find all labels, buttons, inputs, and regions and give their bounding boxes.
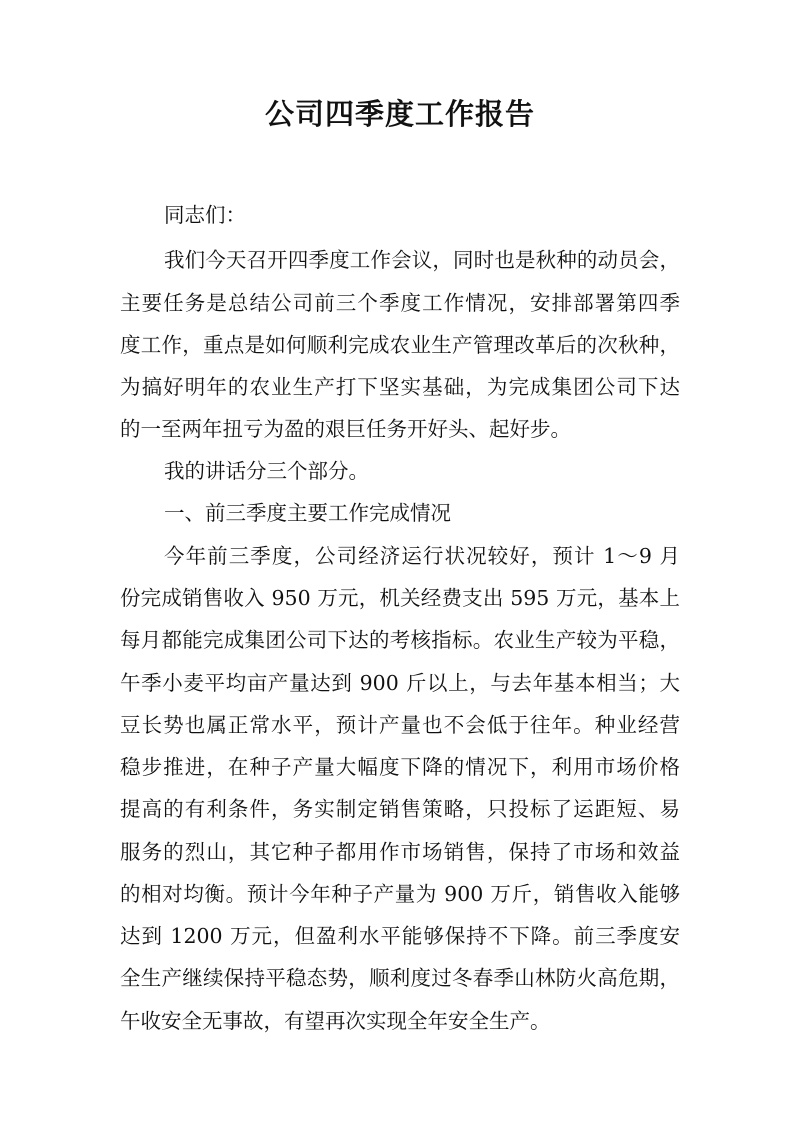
paragraph-line: 提高的有利条件，务实制定销售策略，只投标了运距短、易 [120,797,680,821]
paragraph-line: 服务的烈山，其它种子都用作市场销售，保持了市场和效益 [120,840,680,864]
document-title: 公司四季度工作报告 [264,97,535,131]
paragraph-line: 稳步推进，在种子产量大幅度下降的情况下，利用市场价格 [120,755,680,779]
paragraph-line: 午季小麦平均亩产量达到 900 斤以上，与去年基本相当；大 [120,671,680,695]
paragraph-line: 豆长势也属正常水平，预计产量也不会低于往年。种业经营 [120,713,680,737]
section-heading: 一、前三季度主要工作完成情况 [164,501,451,525]
salutation: 同志们： [164,203,246,227]
paragraph-line: 我的讲话分三个部分。 [164,459,369,483]
paragraph-line: 份完成销售收入 950 万元，机关经费支出 595 万元，基本上 [120,586,680,610]
paragraph-line: 每月都能完成集团公司下达的考核指标。农业生产较为平稳， [120,628,680,652]
paragraph-line: 为搞好明年的农业生产打下坚实基础，为完成集团公司下达 [120,375,680,399]
paragraph-line: 达到 1200 万元，但盈利水平能够保持不下降。前三季度安 [120,924,680,948]
paragraph-line: 今年前三季度，公司经济运行状况较好，预计 1～9 月 [164,544,680,568]
paragraph-line: 我们今天召开四季度工作会议，同时也是秋种的动员会， [164,248,680,272]
paragraph-line: 的相对均衡。预计今年种子产量为 900 万斤，销售收入能够 [120,882,680,906]
paragraph-line: 主要任务是总结公司前三个季度工作情况，安排部署第四季 [120,291,680,315]
paragraph-line: 午收安全无事故，有望再次实现全年安全生产。 [120,1009,551,1033]
paragraph-line: 全生产继续保持平稳态势，顺利度过冬春季山林防火高危期， [120,966,680,990]
paragraph-line: 的一至两年扭亏为盈的艰巨任务开好头、起好步。 [120,417,571,441]
paragraph-line: 度工作，重点是如何顺利完成农业生产管理改革后的次秋种， [120,333,680,357]
